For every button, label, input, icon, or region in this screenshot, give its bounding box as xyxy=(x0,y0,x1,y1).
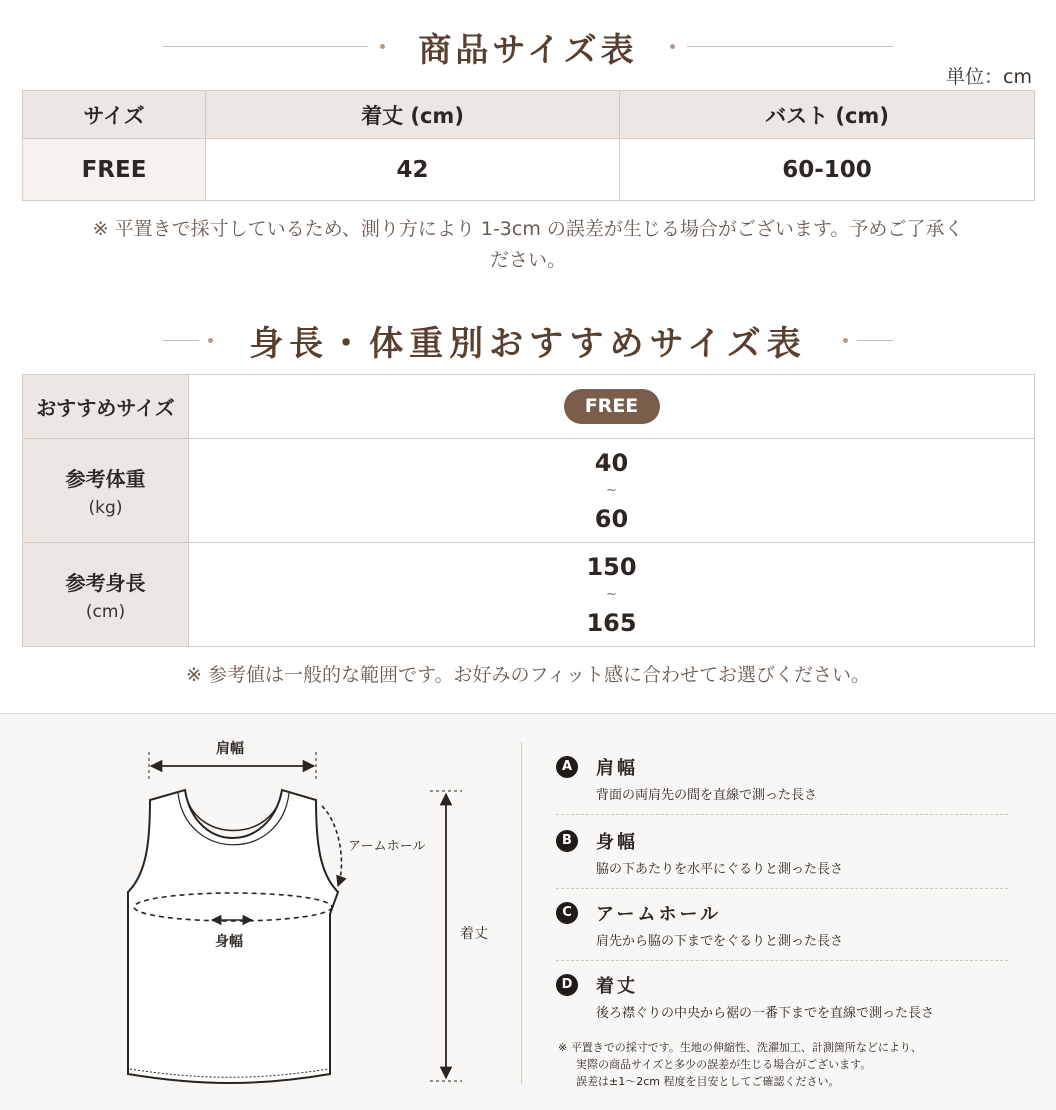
table-cell: 60-100 xyxy=(620,139,1035,201)
fine-print-line: 実際の商品サイズと多少の誤差が生じる場合がございます。 xyxy=(576,1058,872,1071)
table-cell: FREE xyxy=(23,139,206,201)
table-row xyxy=(23,439,1035,543)
legend-badge: D xyxy=(556,974,578,996)
table-row xyxy=(23,543,1035,647)
note-line: ださい。 xyxy=(489,249,566,271)
range-max: 165 xyxy=(586,608,637,637)
range-max: 60 xyxy=(594,504,629,533)
table-row xyxy=(23,139,1035,201)
legend-separator xyxy=(556,960,1008,961)
section-title: 身長・体重別おすすめサイズ表 xyxy=(249,324,807,364)
size-table xyxy=(22,90,1035,201)
fine-print-line: ※ 平置きでの採寸です。生地の伸縮性、洗濯加工、計測箇所などにより、 xyxy=(558,1041,922,1054)
fine-print-line: 誤差は±1〜2cm 程度を目安としてご確認ください。 xyxy=(576,1075,840,1088)
column-header: 着丈 (cm) xyxy=(206,91,620,139)
legend-title: 肩幅 xyxy=(596,758,638,779)
heading-dot-right xyxy=(670,44,675,49)
legend-title: アームホール xyxy=(596,904,722,925)
legend-badge: C xyxy=(556,902,578,924)
row-label-text: 参考体重 xyxy=(65,467,146,491)
legend-description: 背面の両肩先の間を直線で測った長さ xyxy=(596,788,818,803)
heading-rule-left xyxy=(163,340,199,341)
row-label: おすすめサイズ xyxy=(23,375,189,439)
legend-separator xyxy=(556,888,1008,889)
recommend-table xyxy=(22,374,1035,647)
legend-badge: A xyxy=(556,756,578,778)
heading-dot-left xyxy=(380,44,385,49)
legend-description: 後ろ襟ぐりの中央から裾の一番下までを直線で測った長さ xyxy=(596,1006,935,1021)
table-cell: 42 xyxy=(206,139,620,201)
size-table-heading xyxy=(0,24,1056,71)
legend-separator xyxy=(556,814,1008,815)
armhole-label: アームホール xyxy=(348,839,426,854)
unit-label: 単位：cm xyxy=(946,66,1032,88)
shoulder-width-label: 肩幅 xyxy=(216,741,244,757)
table-header-row xyxy=(23,91,1035,139)
table-cell xyxy=(189,375,1035,439)
range-min: 150 xyxy=(586,552,637,581)
table-row xyxy=(23,375,1035,439)
range-tilde: ~ xyxy=(606,586,617,602)
row-label-unit: (cm) xyxy=(85,602,126,622)
length-label: 着丈 xyxy=(460,926,488,942)
measurement-note xyxy=(40,214,1016,276)
page-title: 商品サイズ表 xyxy=(418,30,638,69)
heading-dot-right xyxy=(843,338,848,343)
note-line: ※ 平置きで採寸しているため、測り方により 1-3cm の誤差が生じる場合がございます。予めご了承く xyxy=(92,218,964,240)
column-header: サイズ xyxy=(23,91,206,139)
row-label-unit: (kg) xyxy=(88,498,123,518)
row-label-text: 参考身長 xyxy=(65,571,146,595)
measurement-diagram-panel xyxy=(0,713,1056,1110)
recommend-table-heading xyxy=(0,316,1056,365)
legend-title: 着丈 xyxy=(596,976,638,997)
size-badge: FREE xyxy=(564,389,660,424)
legend-badge: B xyxy=(556,830,578,852)
table-cell xyxy=(189,439,1035,543)
fine-print xyxy=(558,1039,1008,1090)
heading-dot-left xyxy=(208,338,213,343)
legend-title: 身幅 xyxy=(596,832,638,853)
heading-rule-right xyxy=(687,46,893,47)
range-min: 40 xyxy=(594,448,629,477)
row-label xyxy=(23,543,189,647)
heading-rule-left xyxy=(163,46,368,47)
tank-top-illustration xyxy=(0,714,520,1110)
column-header: バスト (cm) xyxy=(620,91,1035,139)
table-cell xyxy=(189,543,1035,647)
reference-note: ※ 参考値は一般的な範囲です。お好みのフィット感に合わせてお選びください。 xyxy=(186,664,870,686)
diagram-divider xyxy=(521,742,522,1084)
range-tilde: ~ xyxy=(606,482,617,498)
row-label xyxy=(23,439,189,543)
legend-description: 脇の下あたりを水平にぐるりと測った長さ xyxy=(596,862,844,877)
heading-rule-right xyxy=(857,340,893,341)
legend-description: 肩先から脇の下までをぐるりと測った長さ xyxy=(596,934,844,949)
body-width-label: 身幅 xyxy=(215,934,243,950)
